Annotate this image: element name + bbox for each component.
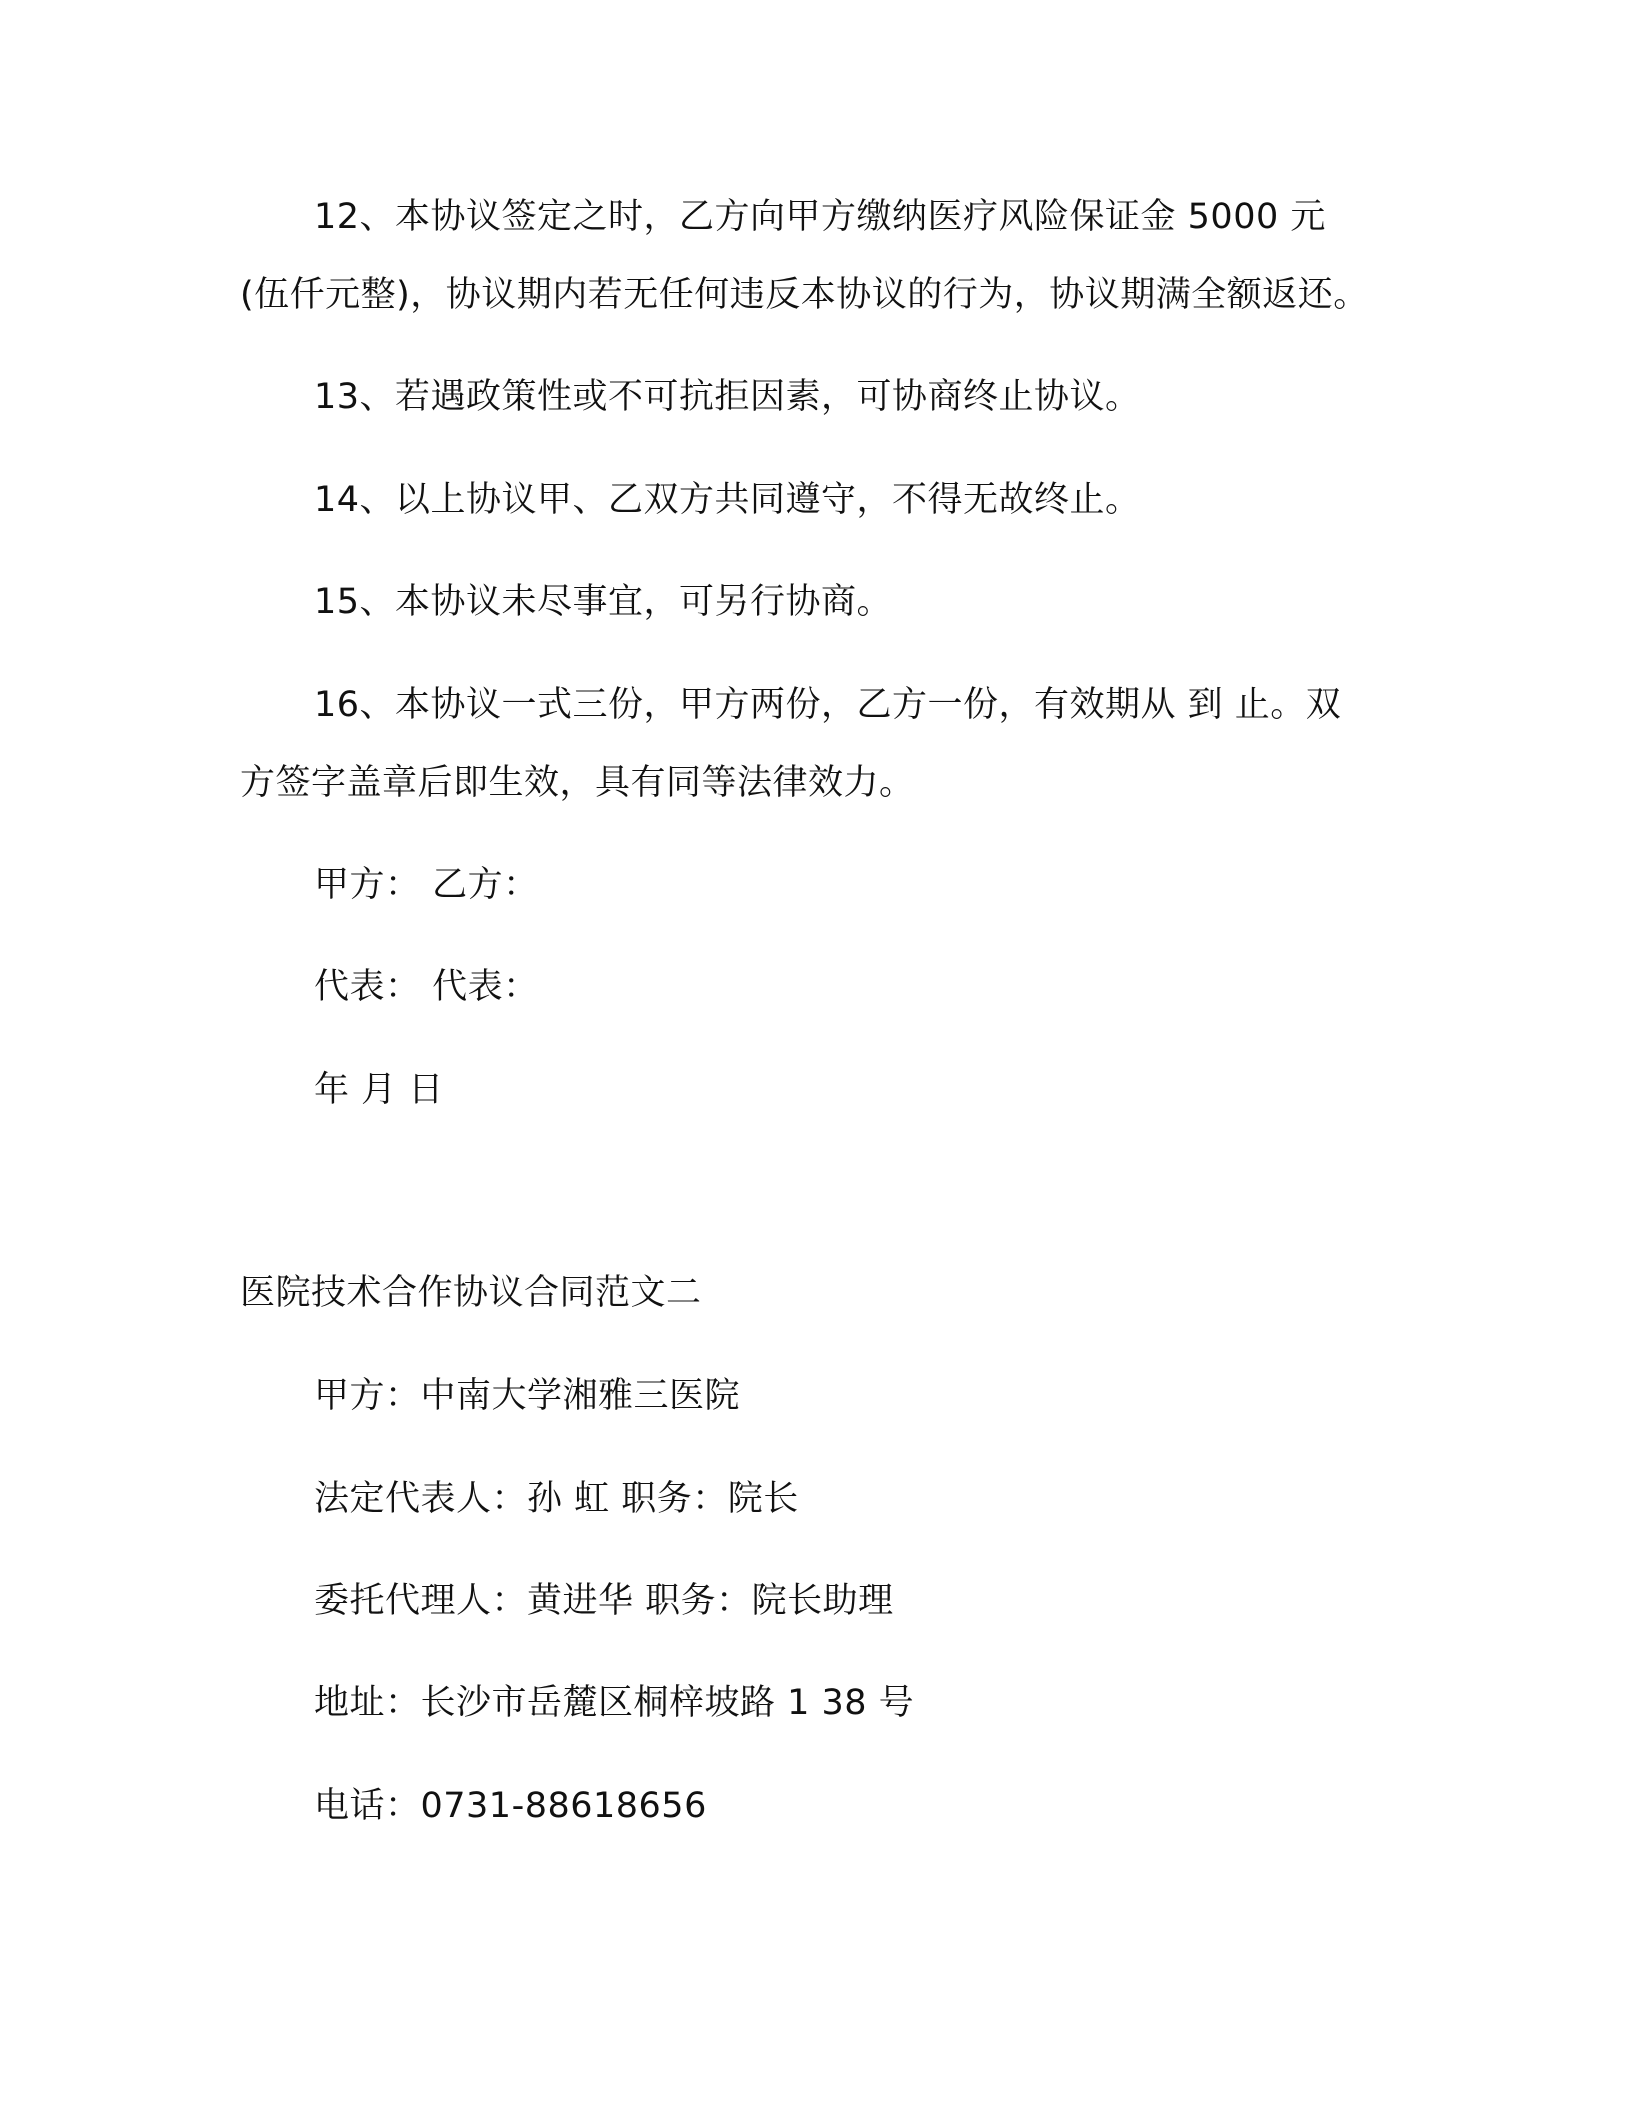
authorized-agent-line: 委托代理人：黄进华 职务：院长助理	[314, 1581, 894, 1621]
clause-13: 13、若遇政策性或不可抗拒因素，可协商终止协议。	[314, 377, 1141, 417]
phone-line: 电话：0731-88618656	[314, 1786, 707, 1826]
address-line: 地址：长沙市岳麓区桐梓坡路 1 38 号	[314, 1683, 915, 1723]
section-title: 医院技术合作协议合同范文二	[240, 1273, 702, 1313]
clause-16-line-2: 方签字盖章后即生效，具有同等法律效力。	[240, 763, 915, 803]
clause-15: 15、本协议未尽事宜，可另行协商。	[314, 582, 893, 622]
party-signature-line: 甲方： 乙方：	[314, 865, 539, 905]
clause-14: 14、以上协议甲、乙双方共同遵守，不得无故终止。	[314, 480, 1141, 520]
clause-12-line-1: 12、本协议签定之时，乙方向甲方缴纳医疗风险保证金 5000 元	[314, 197, 1326, 237]
clause-12-line-2: (伍仟元整)，协议期内若无任何违反本协议的行为，协议期满全额返还。	[240, 275, 1369, 315]
representative-signature-line: 代表： 代表：	[314, 967, 539, 1007]
party-a-line: 甲方：中南大学湘雅三医院	[314, 1376, 741, 1416]
date-line: 年 月 日	[314, 1070, 444, 1110]
legal-representative-line: 法定代表人：孙 虹 职务：院长	[314, 1479, 799, 1519]
clause-16-line-1: 16、本协议一式三份，甲方两份，乙方一份，有效期从 到 止。双	[314, 685, 1342, 725]
